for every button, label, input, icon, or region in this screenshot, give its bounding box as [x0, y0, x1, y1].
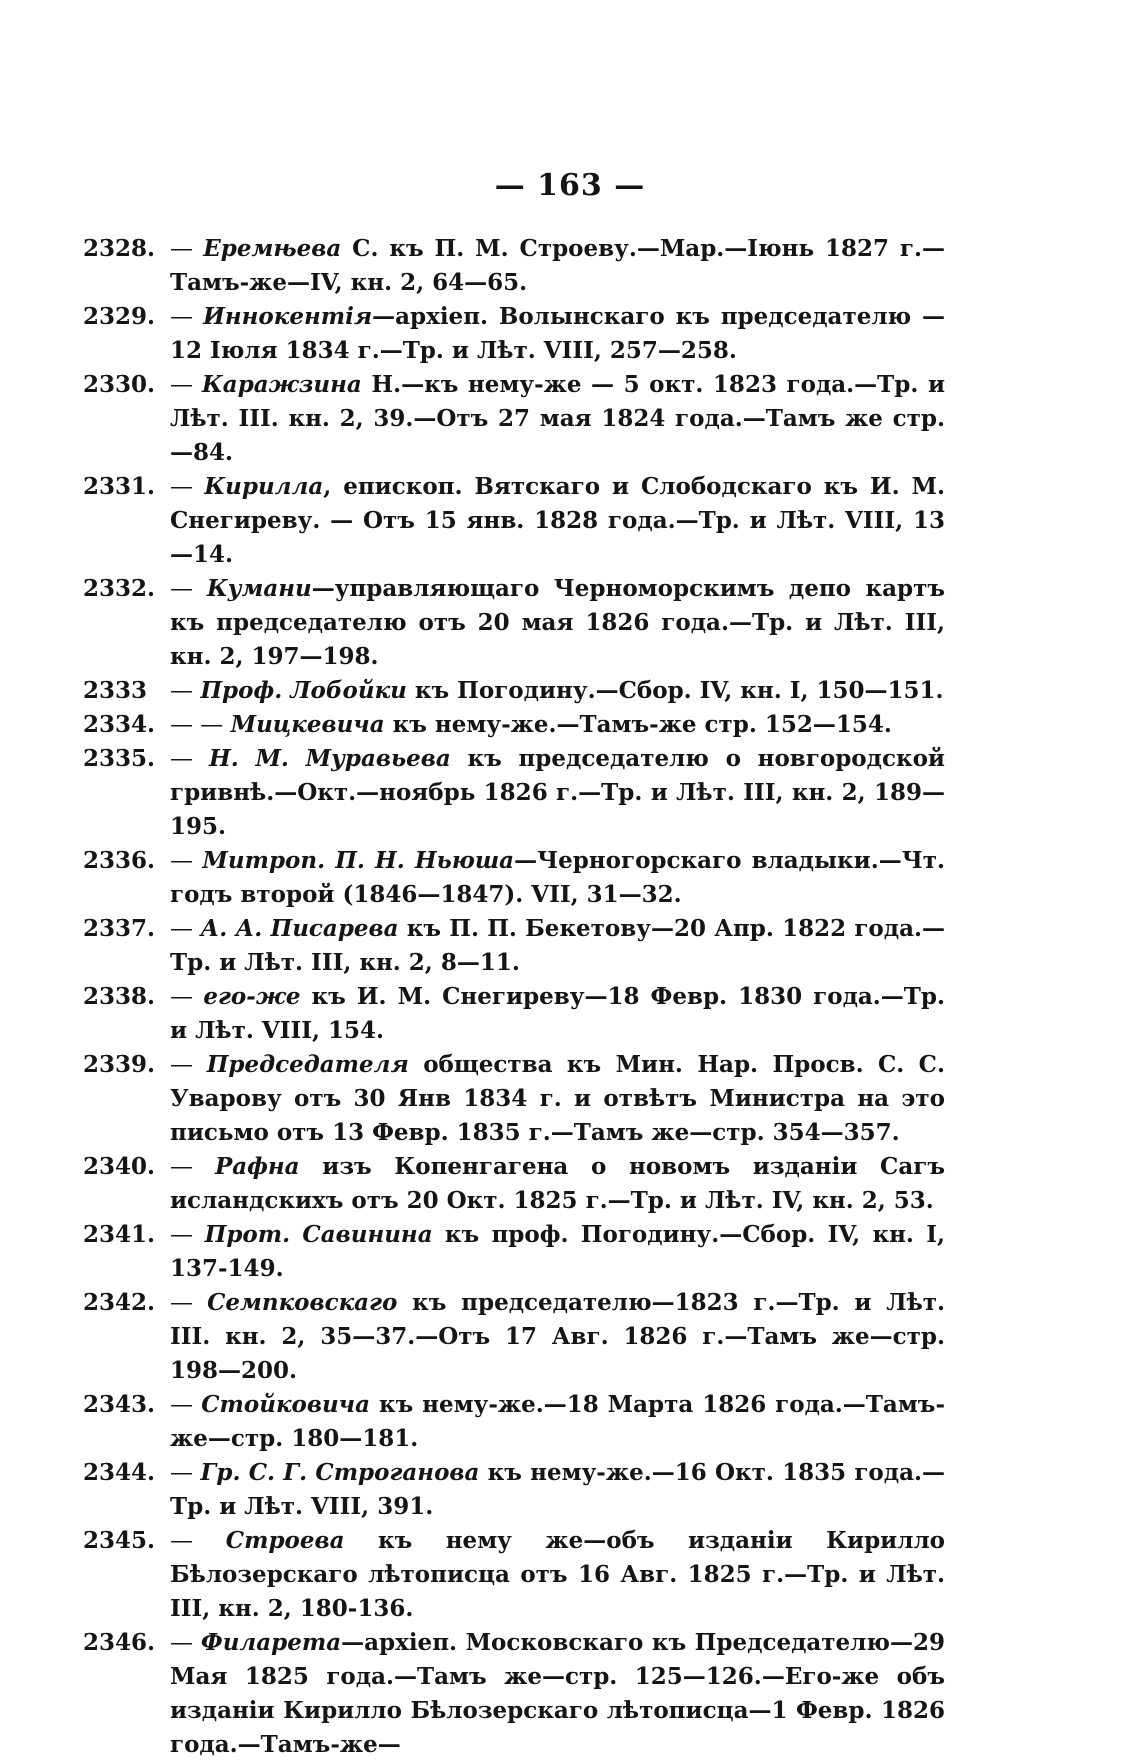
entry — [83, 470, 945, 572]
entry-number: 2338. — [83, 983, 156, 1010]
entry-number: 2344. — [83, 1459, 156, 1486]
entry-text: — Гр. С. Г. Строганова къ нему-же.—16 Окт. 1835 года.—Тр. и Лѣт. VIII, 391. — [170, 1459, 945, 1520]
entry-author: Кирилла — [204, 473, 324, 500]
entry-body: къ нему-же.—16 Окт. 1835 года.—Тр. и Лѣт. VIII, 391. — [170, 1459, 945, 1520]
entry-text: — А. А. Писарева къ П. П. Бекетову—20 Апр. 1822 года.—Тр. и Лѣт. III, кн. 2, 8—11. — [170, 915, 946, 976]
entry — [83, 300, 945, 368]
entry — [83, 912, 945, 980]
entry-number: 2337. — [83, 915, 156, 942]
entry-text: — Семпковскаго къ председателю—1823 г.—Тр. и Лѣт. III. кн. 2, 35—37.—Отъ 17 Авг. 1826 г.—Тамъ же—стр. 198—200. — [170, 1289, 946, 1384]
entry-body: къ И. М. Снегиреву—18 Февр. 1830 года.—Тр. и Лѣт. VIII, 154. — [170, 983, 946, 1044]
entry-body: С. къ П. М. Строеву.—Мар.—Іюнь 1827 г.—Тамъ-же—IV, кн. 2, 64—65. — [170, 235, 945, 296]
entry — [83, 572, 945, 674]
entry — [83, 1048, 945, 1150]
entry-text: — Н. М. Муравьева къ председателю о новгородской гривнѣ.—Окт.—ноябрь 1826 г.—Тр. и Лѣт. III, кн. 2, 189—195. — [170, 745, 945, 840]
entry-body: къ П. П. Бекетову—20 Апр. 1822 года.—Тр. и Лѣт. III, кн. 2, 8—11. — [170, 915, 946, 976]
entry-author: Председателя — [206, 1051, 409, 1078]
page-number: — 163 — — [494, 168, 646, 203]
entry-author: Филарета — [200, 1629, 342, 1656]
entry-number: 2329. — [83, 303, 156, 330]
entry-number: 2341. — [83, 1221, 156, 1248]
entry-number: 2332. — [83, 575, 156, 602]
entry-text: — Проф. Лобойки къ Погодину.—Сбор. IV, кн. I, 150—151. — [170, 677, 944, 704]
entry-body: къ председателю о новгородской гривнѣ.—Окт.—ноябрь 1826 г.—Тр. и Лѣт. III, кн. 2, 189—195. — [170, 745, 945, 840]
entry-author: Кумани — [206, 575, 312, 602]
entry-text: — Кумани—управляющаго Черноморскимъ депо картъ къ председателю отъ 20 мая 1826 года.—Тр. и Лѣт. III, кн. 2, 197—198. — [170, 575, 946, 670]
entry-text: — Еремњева С. къ П. М. Строеву.—Мар.—Іюнь 1827 г.—Тамъ-же—IV, кн. 2, 64—65. — [170, 235, 945, 296]
entry-body: —архіеп. Московскаго къ Председателю—29 Мая 1825 года.—Тамъ же—стр. 125—126.—Его-же объ изданіи Кирилло Бѣлозерскаго лѣтописца—1 Февр. 1826 года.—Тамъ-же— — [170, 1629, 946, 1758]
entry — [83, 1150, 945, 1218]
entry — [83, 1524, 945, 1626]
entry-number: 2328. — [83, 235, 156, 262]
entry-body: —Черногорскаго владыки.—Чт. годъ второй (1846—1847). VII, 31—32. — [170, 847, 945, 908]
entry-text: — — Мицкевича къ нему-же.—Тамъ-же стр. 152—154. — [170, 711, 892, 738]
entry — [83, 1218, 945, 1286]
entry-number: 2335. — [83, 745, 156, 772]
entry-body: къ Погодину.—Сбор. IV, кн. I, 150—151. — [406, 677, 944, 704]
entry — [83, 674, 945, 708]
entry-body: къ председателю—1823 г.—Тр. и Лѣт. III. кн. 2, 35—37.—Отъ 17 Авг. 1826 г.—Тамъ же—стр. 198—200. — [170, 1289, 946, 1384]
entry — [83, 708, 945, 742]
entry — [83, 1456, 945, 1524]
entry-text: — Филарета—архіеп. Московскаго къ Председателю—29 Мая 1825 года.—Тамъ же—стр. 125—126.—Его-же объ изданіи Кирилло Бѣлозерскаго лѣтописца—1 Февр. 1826 года.—Тамъ-же— — [170, 1629, 946, 1758]
entry-body: изъ Копенгагена о новомъ изданіи Сагъ исландскихъ отъ 20 Окт. 1825 г.—Тр. и Лѣт. IV, кн. 2, 53. — [170, 1153, 945, 1214]
entry — [83, 232, 945, 300]
entry-author: Каражзина — [201, 371, 362, 398]
entry-body: Н.—къ нему-же — 5 окт. 1823 года.—Тр. и Лѣт. III. кн. 2, 39.—Отъ 27 мая 1824 года.—Тамъ же стр.—84. — [170, 371, 946, 466]
entry-author: Гр. С. Г. Строганова — [200, 1459, 480, 1486]
entry-number: 2333 — [83, 677, 148, 704]
entry — [83, 980, 945, 1048]
entry-author: Еремњева — [203, 235, 342, 262]
entry-author: А. А. Писарева — [200, 915, 399, 942]
entry-text: — Строева къ нему же—объ изданіи Кирилло Бѣлозерскаго лѣтописца отъ 16 Авг. 1825 г.—Тр. и Лѣт. III, кн. 2, 180-136. — [170, 1527, 946, 1622]
entry-number: 2331. — [83, 473, 156, 500]
entry-author: Проф. Лобойки — [200, 677, 407, 704]
entry-body: , епископ. Вятскаго и Слободскаго къ И. М. Снегиреву. — Отъ 15 янв. 1828 года.—Тр. и Лѣт. VIII, 13—14. — [170, 473, 945, 568]
entry-author: Н. М. Муравьева — [209, 745, 451, 772]
entry-text: — Кирилла, епископ. Вятскаго и Слободскаго къ И. М. Снегиреву. — Отъ 15 янв. 1828 года.—Тр. и Лѣт. VIII, 13—14. — [170, 473, 945, 568]
entry — [83, 742, 945, 844]
entry — [83, 1388, 945, 1456]
entry-body: къ нему же—объ изданіи Кирилло Бѣлозерскаго лѣтописца отъ 16 Авг. 1825 г.—Тр. и Лѣт. III, кн. 2, 180-136. — [170, 1527, 946, 1622]
entry-author: его-же — [203, 983, 301, 1010]
entry-number: 2342. — [83, 1289, 156, 1316]
entry-text: — Стойковича къ нему-же.—18 Марта 1826 года.—Тамъ-же—стр. 180—181. — [170, 1391, 945, 1452]
entry-text: — Председателя общества къ Мин. Нар. Просв. С. С. Уварову отъ 30 Янв 1834 г. и отвѣтъ Министра на это письмо отъ 13 Февр. 1835 г.—Тамъ же—стр. 354—357. — [170, 1051, 945, 1146]
entry-body: къ проф. Погодину.—Сбор. IV, кн. I, 137-149. — [170, 1221, 946, 1282]
entry-text: — Митроп. П. Н. Ньюша—Черногорскаго владыки.—Чт. годъ второй (1846—1847). VII, 31—32. — [170, 847, 945, 908]
entries-list — [83, 232, 945, 1762]
entry-number: 2346. — [83, 1629, 156, 1656]
entry-text: — Каражзина Н.—къ нему-же — 5 окт. 1823 года.—Тр. и Лѣт. III. кн. 2, 39.—Отъ 27 мая 1824 года.—Тамъ же стр.—84. — [170, 371, 946, 466]
entry-author: Стойковича — [201, 1391, 371, 1418]
entry-author: Рафна — [214, 1153, 300, 1180]
entry-number: 2334. — [83, 711, 156, 738]
entry-number: 2345. — [83, 1527, 156, 1554]
entry-author: Иннокентія — [203, 303, 373, 330]
entry-author: Строева — [225, 1527, 345, 1554]
entry-body: —архіеп. Волынскаго къ председателю — 12 Іюля 1834 г.—Тр. и Лѣт. VIII, 257—258. — [170, 303, 946, 364]
entry-text: — его-же къ И. М. Снегиреву—18 Февр. 1830 года.—Тр. и Лѣт. VIII, 154. — [170, 983, 946, 1044]
entry-body: —управляющаго Черноморскимъ депо картъ къ председателю отъ 20 мая 1826 года.—Тр. и Лѣт. III, кн. 2, 197—198. — [170, 575, 946, 670]
entry — [83, 1626, 945, 1762]
entry — [83, 368, 945, 470]
entry-number: 2330. — [83, 371, 156, 398]
entry-author: Митроп. П. Н. Ньюша — [202, 847, 515, 874]
entry-author: Прот. Савинина — [204, 1221, 433, 1248]
entry-text: — Прот. Савинина къ проф. Погодину.—Сбор. IV, кн. I, 137-149. — [170, 1221, 946, 1282]
entry — [83, 1286, 945, 1388]
entry-text: — Иннокентія—архіеп. Волынскаго къ председателю — 12 Іюля 1834 г.—Тр. и Лѣт. VIII, 257—258. — [170, 303, 946, 364]
entry-number: 2336. — [83, 847, 156, 874]
entry-author: Мицкевича — [230, 711, 385, 738]
entry-body: общества къ Мин. Нар. Просв. С. С. Уварову отъ 30 Янв 1834 г. и отвѣтъ Министра на это письмо отъ 13 Февр. 1835 г.—Тамъ же—стр. 354—357. — [170, 1051, 945, 1146]
entry — [83, 844, 945, 912]
entry-author: Семпковскаго — [207, 1289, 398, 1316]
entry-text: — Рафна изъ Копенгагена о новомъ изданіи Сагъ исландскихъ отъ 20 Окт. 1825 г.—Тр. и Лѣт. IV, кн. 2, 53. — [170, 1153, 945, 1214]
entry-number: 2339. — [83, 1051, 156, 1078]
entry-body: къ нему-же.—Тамъ-же стр. 152—154. — [384, 711, 892, 738]
entry-number: 2343. — [83, 1391, 156, 1418]
entry-body: къ нему-же.—18 Марта 1826 года.—Тамъ-же—стр. 180—181. — [170, 1391, 945, 1452]
entry-number: 2340. — [83, 1153, 156, 1180]
